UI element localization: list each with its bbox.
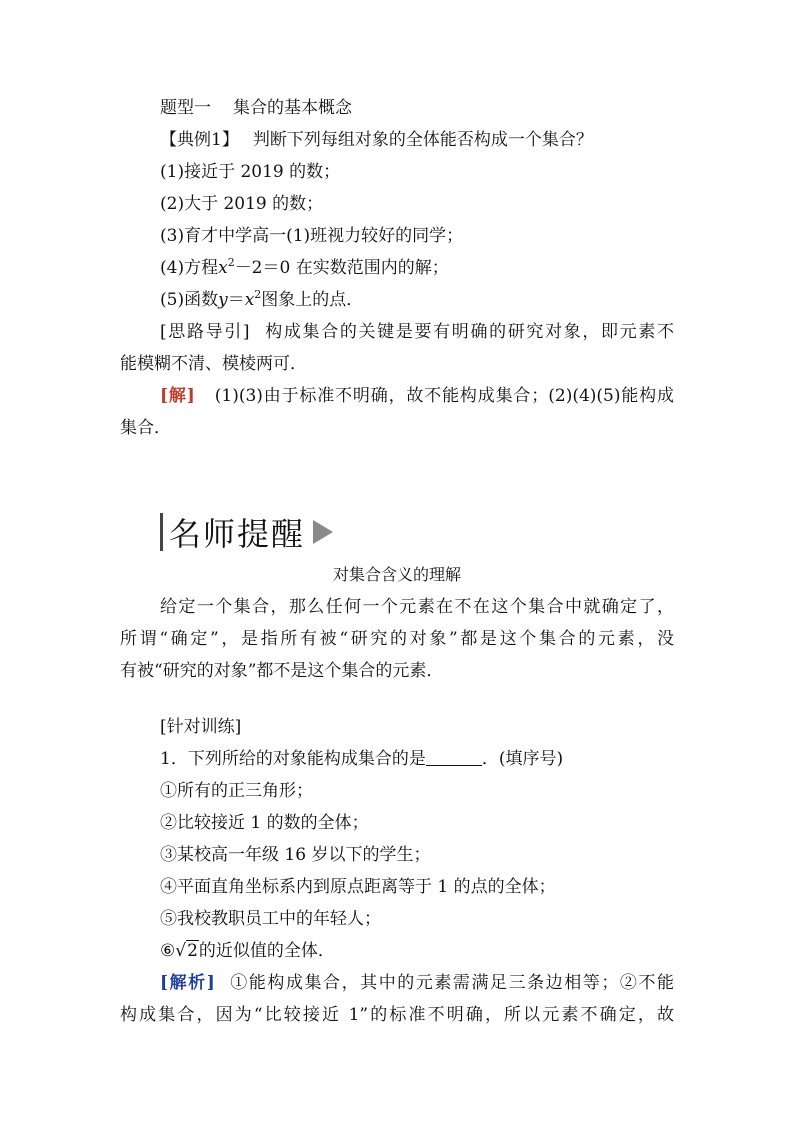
section-topic: 集合的基本概念 <box>233 98 352 118</box>
practice-question-1: 1．下列所给的对象能构成集合的是 ．(填序号) <box>160 749 564 769</box>
solution-line-2: 集合． <box>120 418 171 438</box>
reminder-title: 对集合含义的理解 <box>332 565 461 584</box>
hint-tag: [思路导引] <box>160 322 250 342</box>
reminder-line-1: 给定一个集合，那么任何一个元素在不在这个集合中就确定了， <box>160 597 674 617</box>
reminder-line-3: 有被“研究的对象”都不是这个集合的元素． <box>120 661 444 681</box>
option-2: ②比较接近 1 的数的全体； <box>160 813 369 833</box>
option-1: ①所有的正三角形； <box>160 781 313 801</box>
hint-line-1: [思路导引] 构成集合的关键是要有明确的研究对象，即元素不 <box>160 322 675 342</box>
hint-line-2: 能模糊不清、模棱两可． <box>120 354 307 374</box>
example-question-text: 判断下列每组对象的全体能否构成一个集合？ <box>252 130 593 150</box>
analysis-line-1: [解析] ①能构成集合，其中的元素需满足三条边相等；②不能 <box>160 973 674 993</box>
sqrt-symbol: √2 <box>175 941 198 961</box>
banner-title: 名师提醒 <box>169 515 306 553</box>
option-5: ⑤我校教职员工中的年轻人； <box>160 909 381 929</box>
triangle-right-icon <box>313 520 333 544</box>
reminder-line-2: 所谓“确定”，是指所有被“研究的对象”都是这个集合的元素，没 <box>120 629 674 649</box>
option-3: ③某校高一年级 16 岁以下的学生； <box>160 845 431 865</box>
example-item-5: (5)函数$y=x^2$图象上的点． <box>160 288 364 310</box>
banner-bar <box>160 513 163 551</box>
teacher-reminder-banner <box>160 510 333 554</box>
section-type: 题型一 <box>160 98 211 118</box>
example-tag: 【典例1】 <box>160 130 239 150</box>
example-item-3: (3)育才中学高一(1)班视力较好的同学； <box>160 226 464 246</box>
example-question <box>160 129 593 151</box>
practice-tag: [针对训练] <box>160 717 242 737</box>
example-item-1: (1)接近于 2019 的数； <box>160 162 341 182</box>
solution-line-1: [解] (1)(3)由于标准不明确，故不能构成集合；(2)(4)(5)能构成 <box>160 386 675 406</box>
analysis-tag: [解析] <box>160 973 215 993</box>
example-item-2: (2)大于 2019 的数； <box>160 194 324 214</box>
section-heading <box>160 97 352 119</box>
option-6: ⑥√2的近似值的全体． <box>160 941 335 961</box>
solution-tag: [解] <box>160 386 195 406</box>
example-item-4: (4)方程$x^2-2=0$ 在实数范围内的解； <box>160 256 449 278</box>
option-4: ④平面直角坐标系内到原点距离等于 1 的点的全体； <box>160 877 556 897</box>
answer-blank[interactable] <box>426 749 482 766</box>
analysis-line-2: 构成集合，因为“比较接近 1”的标准不明确，所以元素不确定，故 <box>120 1005 674 1025</box>
